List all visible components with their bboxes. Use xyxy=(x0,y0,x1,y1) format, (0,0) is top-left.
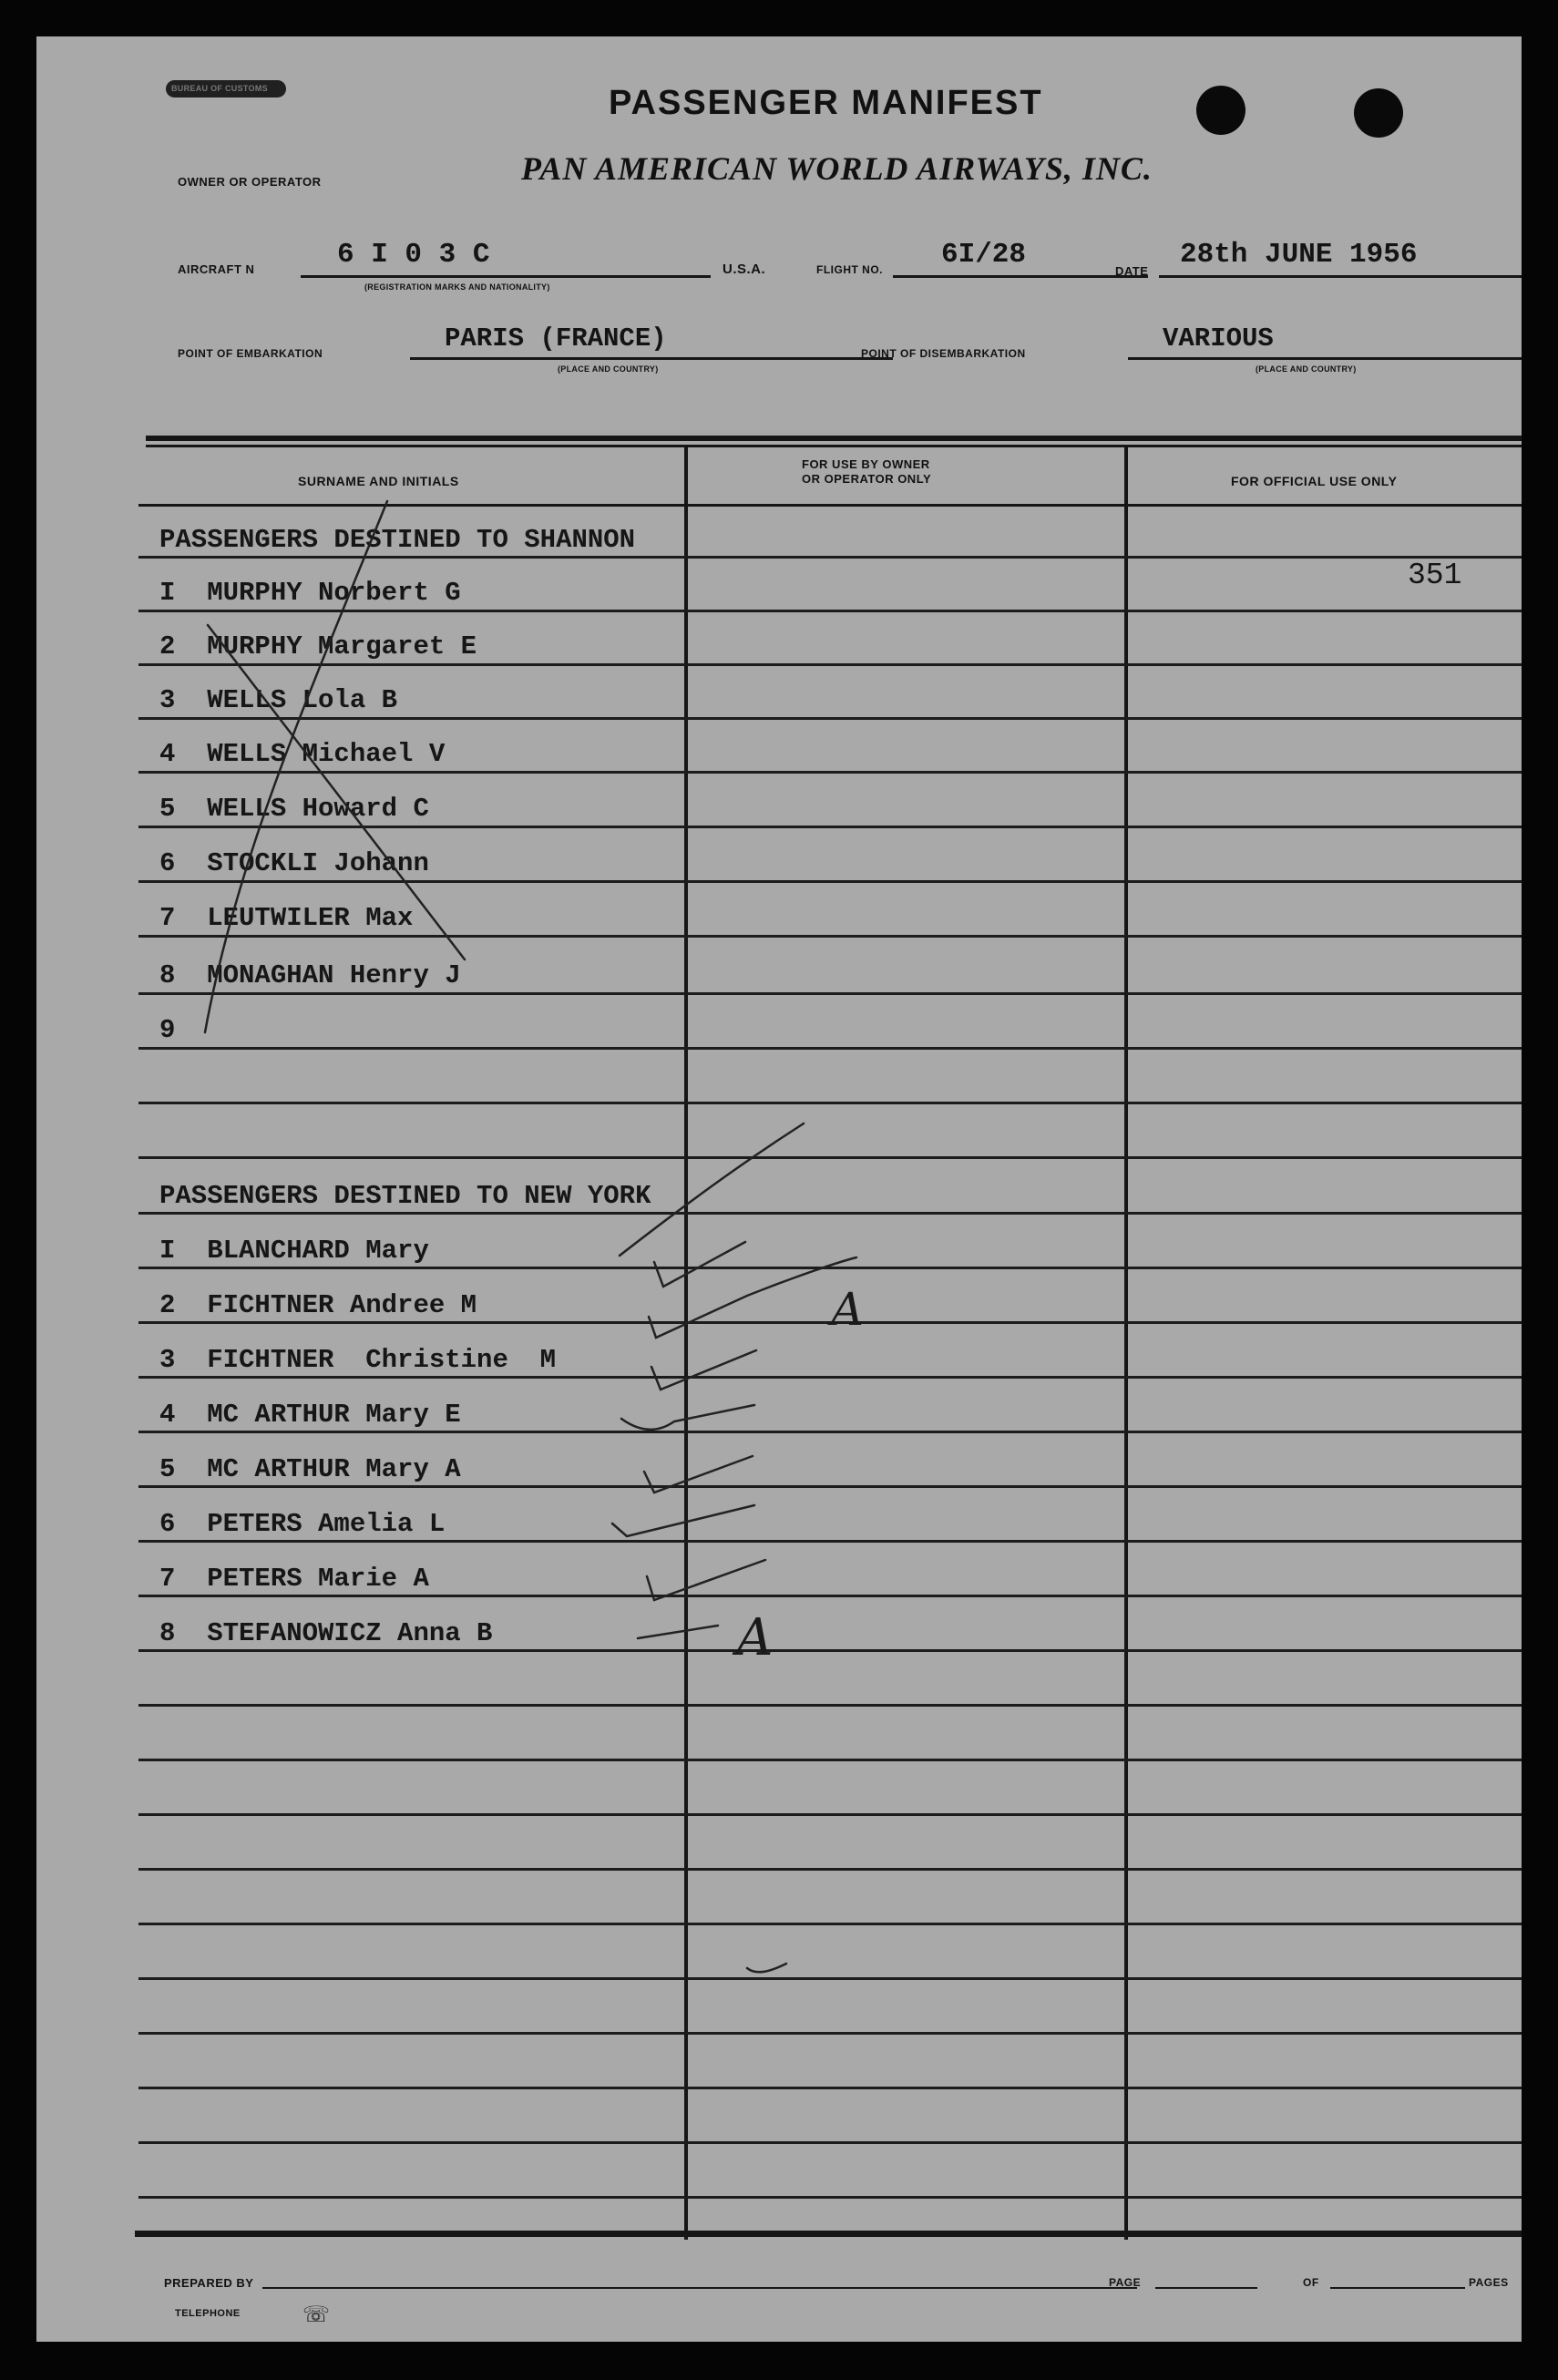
flight-label: FLIGHT NO. xyxy=(816,263,883,276)
list-item: I MURPHY Norbert G xyxy=(159,578,461,608)
check-mark-icon xyxy=(644,1456,753,1493)
list-item: I BLANCHARD Mary xyxy=(159,1236,429,1266)
strike-line-icon xyxy=(205,501,387,1032)
embark-sub: (PLACE AND COUNTRY) xyxy=(558,364,659,374)
dash-mark-icon xyxy=(638,1626,718,1638)
annotation-a: A xyxy=(831,1283,865,1336)
check-mark-icon xyxy=(621,1405,754,1430)
disembark-sub: (PLACE AND COUNTRY) xyxy=(1256,364,1357,374)
handwritten-marks xyxy=(36,36,1522,2342)
airline-name: PAN AMERICAN WORLD AIRWAYS, INC. xyxy=(521,150,1153,187)
date-value: 28th JUNE 1956 xyxy=(1180,239,1418,271)
list-item: 8 MONAGHAN Henry J xyxy=(159,960,461,990)
annotation-a: A xyxy=(736,1608,774,1667)
official-number: 351 xyxy=(1408,559,1462,592)
list-item: 6 STOCKLI Johann xyxy=(159,848,429,878)
list-item: 9 xyxy=(159,1015,176,1045)
aircraft-value: 6 I 0 3 C xyxy=(337,239,490,271)
embark-value: PARIS (FRANCE) xyxy=(445,323,667,354)
aircraft-label: AIRCRAFT N xyxy=(178,262,255,276)
page-label: PAGE xyxy=(1109,2276,1142,2289)
list-item: 4 WELLS Michael V xyxy=(159,739,446,769)
shannon-heading: PASSENGERS DESTINED TO SHANNON xyxy=(159,525,636,555)
list-item: 2 FICHTNER Andree M xyxy=(159,1290,477,1320)
check-mark-icon xyxy=(647,1560,765,1600)
flight-value: 6I/28 xyxy=(941,239,1027,271)
list-item: 3 WELLS Lola B xyxy=(159,685,398,715)
check-mark-icon xyxy=(620,1123,804,1256)
list-item: 3 FICHTNER Christine M xyxy=(159,1345,557,1375)
list-item: 5 WELLS Howard C xyxy=(159,794,429,824)
list-item: 7 LEUTWILER Max xyxy=(159,903,414,933)
prepared-label: PREPARED BY xyxy=(164,2276,254,2290)
list-item: 5 MC ARTHUR Mary A xyxy=(159,1454,461,1484)
check-mark-icon xyxy=(654,1242,745,1287)
date-label: DATE xyxy=(1115,264,1149,278)
check-mark-icon xyxy=(649,1257,856,1338)
list-item: 6 PETERS Amelia L xyxy=(159,1509,446,1539)
col-owner-header-1: FOR USE BY OWNER xyxy=(802,457,930,471)
pages-label: PAGES xyxy=(1469,2276,1509,2289)
owner-label: OWNER OR OPERATOR xyxy=(178,175,322,189)
list-item: 7 PETERS Marie A xyxy=(159,1564,429,1594)
of-label: OF xyxy=(1303,2276,1319,2289)
form-title: PASSENGER MANIFEST xyxy=(609,84,1043,122)
disembark-value: VARIOUS xyxy=(1163,323,1274,354)
check-mark-icon xyxy=(612,1505,754,1536)
usa-label: U.S.A. xyxy=(723,262,766,277)
strike-line-icon xyxy=(208,625,465,959)
col-owner-header-2: OR OPERATOR ONLY xyxy=(802,472,932,486)
telephone-icon: ☏ xyxy=(302,2303,331,2327)
embark-label: POINT OF EMBARKATION xyxy=(178,347,323,360)
list-item: 4 MC ARTHUR Mary E xyxy=(159,1400,461,1430)
telephone-label: TELEPHONE xyxy=(175,2308,241,2319)
col-official-header: FOR OFFICIAL USE ONLY xyxy=(1231,474,1398,488)
customs-stamp: BUREAU OF CUSTOMS xyxy=(166,80,286,97)
manifest-sheet xyxy=(36,36,1522,2342)
list-item: 8 STEFANOWICZ Anna B xyxy=(159,1618,493,1648)
check-mark-icon xyxy=(747,1964,786,1972)
col-surname-header: SURNAME AND INITIALS xyxy=(298,474,459,488)
check-mark-icon xyxy=(651,1350,756,1390)
disembark-label: POINT OF DISEMBARKATION xyxy=(861,347,1026,360)
newyork-heading: PASSENGERS DESTINED TO NEW YORK xyxy=(159,1181,651,1211)
list-item: 2 MURPHY Margaret E xyxy=(159,631,477,662)
aircraft-sub: (REGISTRATION MARKS AND NATIONALITY) xyxy=(364,282,550,292)
